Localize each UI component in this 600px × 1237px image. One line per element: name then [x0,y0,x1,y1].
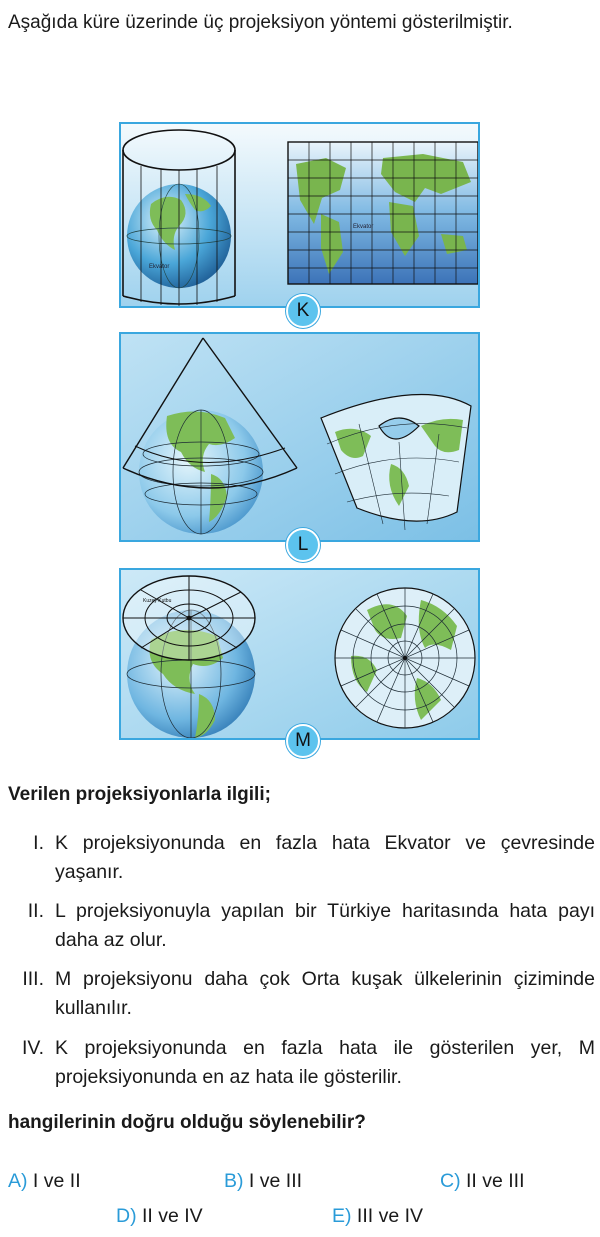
statement-iv [10,1034,595,1094]
badge-m: M [286,724,320,758]
option-text: I ve III [248,1170,303,1192]
option-key: B) [224,1170,244,1192]
panel-m-azimuthal [119,568,480,740]
option-text: II ve III [466,1170,525,1192]
option-text: I ve II [32,1170,81,1192]
statement-number: IV. [21,1037,44,1059]
option-key: D) [116,1205,137,1227]
badge-k: K [286,294,320,328]
statement-iii [10,965,595,1025]
option-d[interactable] [116,1205,203,1228]
statement-number: III. [22,968,44,990]
statement-i [10,829,595,889]
statement-text: L projeksiyonuyla yapılan bir Türkiye haritasında hata payı daha az olur. [55,900,595,951]
option-e[interactable] [332,1205,423,1228]
panel-l-conic [119,332,480,542]
option-text: III ve IV [356,1205,424,1227]
statement-text: M projeksiyonu daha çok Orta kuşak ülkelerinin çiziminde kullanılır. [55,968,595,1019]
badge-l: L [286,528,320,562]
question-end: hangilerinin doğru olduğu söylenebilir? [8,1112,366,1133]
option-key: A) [8,1170,28,1192]
option-key: C) [440,1170,461,1192]
panel-k-cylindrical [119,122,480,308]
globe-equator-label: Ekvator [149,264,170,270]
statement-number: I. [33,832,44,854]
north-pole-label: Kuzey Kutbu [143,598,172,604]
globe-with-plane [123,576,255,738]
option-text: II ve IV [142,1205,203,1227]
azimuthal-map [335,588,475,728]
option-a[interactable] [8,1170,81,1193]
statement-text: K projeksiyonunda en fazla hata Ekvator ve çevresinde yaşanır. [55,832,595,883]
cylindrical-map [288,142,478,284]
statement-ii [10,897,595,957]
intro-text: Aşağıda küre üzerinde üç projeksiyon yöntemi gösterilmiştir. [8,12,513,33]
statement-text: K projeksiyonunda en fazla hata ile gösterilen yer, M projeksiyonunda en az hata ile gösterilir. [55,1037,595,1088]
statement-number: II. [27,900,44,922]
question-stem: Verilen projeksiyonlarla ilgili; [8,784,271,805]
map-equator-label: Ekvator [353,224,374,230]
option-b[interactable] [224,1170,302,1193]
option-c[interactable] [440,1170,525,1193]
option-key: E) [332,1205,352,1227]
